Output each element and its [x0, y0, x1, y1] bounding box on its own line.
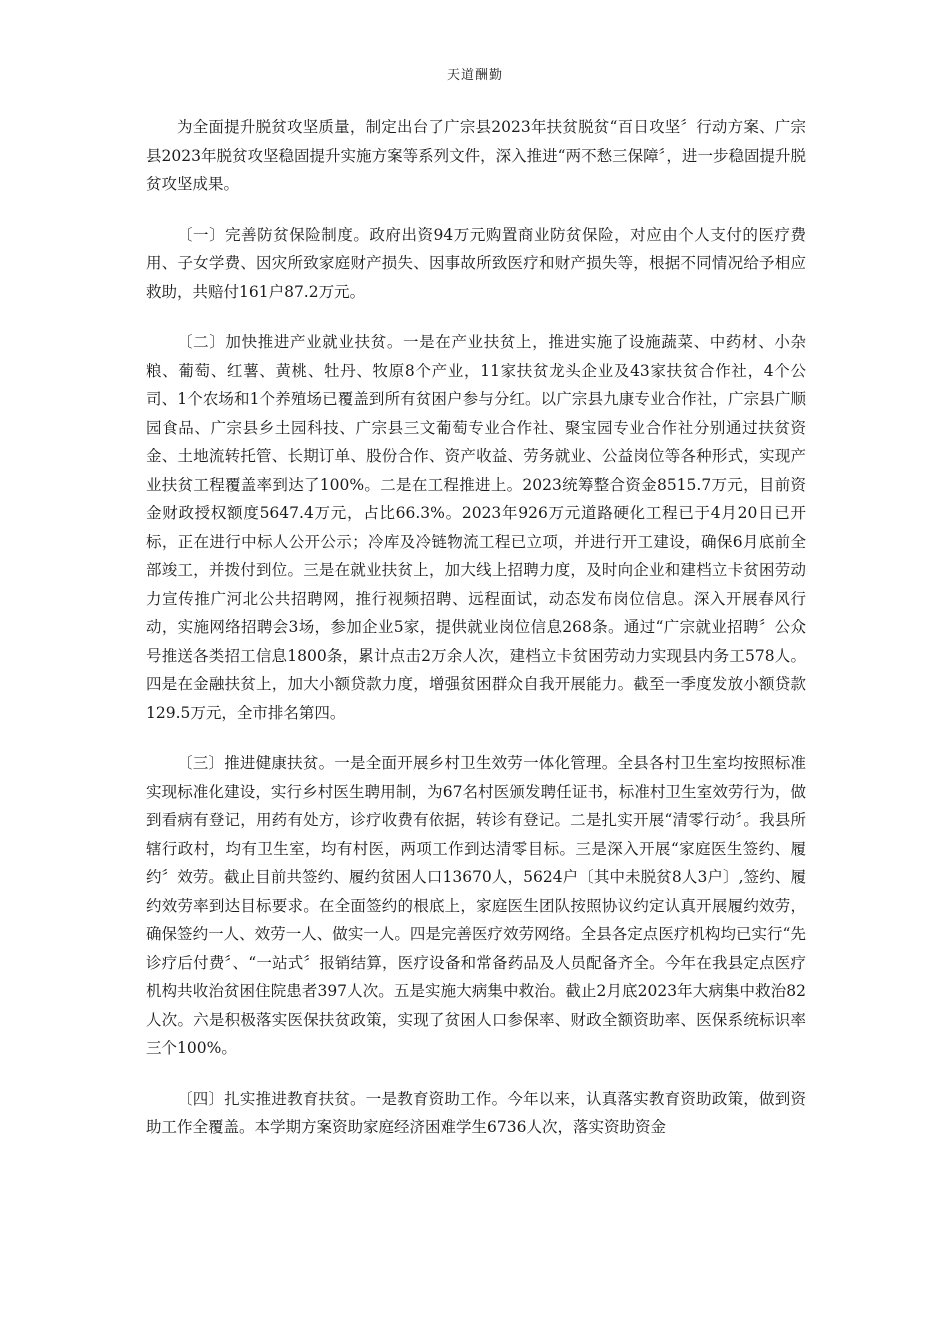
paragraph-section-2: 〔二〕加快推进产业就业扶贫。一是在产业扶贫上，推进实施了设施蔬菜、中药材、小杂粮、葡萄、红薯、黄桃、牡丹、牧原8个产业，11家扶贫龙头企业及43家扶贫合作社，4个公司、1个农场和1个养殖场已覆盖到所有贫困户参与分红。以广宗县九康专业合作社，广宗县广顺园食品、广宗县乡土园科技、广宗县三文葡萄专业合作社、聚宝园专业合作社分别通过扶贫资金、土地流转托管、长期订单、股份合作、资产收益、劳务就业、公益岗位等各种形式，实现产业扶贫工程覆盖率到达了100%。二是在工程推进上。2023统筹整合资金8515.7万元，目前资金财政授权额度5647.4万元，占比66.3%。2023年926万元道路硬化工程已于4月20日已开标，正在进行中标人公开公示；冷库及冷链物流工程已立项，并进行开工建设，确保6月底前全部竣工，并拨付到位。三是在就业扶贫上，加大线上招聘力度，及时向企业和建档立卡贫困劳动力宣传推广河北公共招聘网，推行视频招聘、远程面试，动态发布岗位信息。深入开展春风行动，实施网络招聘会3场，参加企业5家，提供就业岗位信息268条。通过“广宗就业招聘〞公众号推送各类招工信息1800条，累计点击2万余人次，建档立卡贫困劳动力实现县内务工578人。四是在金融扶贫上，加大小额贷款力度，增强贫困群众自我开展能力。截至一季度发放小额贷款129.5万元，全市排名第四。: [146, 333, 806, 722]
paragraph-section-1: 〔一〕完善防贫保险制度。政府出资94万元购置商业防贫保险，对应由个人支付的医疗费用、子女学费、因灾所致家庭财产损失、因事故所致医疗和财产损失等，根据不同情况给予相应救助，共赔付161户87.2万元。: [146, 225, 806, 301]
page-header: 天道酬勤: [446, 68, 503, 83]
document-body: [146, 113, 806, 1164]
paragraph-intro: 为全面提升脱贫攻坚质量，制定出台了广宗县2023年扶贫脱贫“百日攻坚〞行动方案、广宗县2023年脱贫攻坚稳固提升实施方案等系列文件，深入推进“两不愁三保障〞，进一步稳固提升脱贫攻坚成果。: [146, 118, 806, 193]
paragraph-section-4: 〔四〕扎实推进教育扶贫。一是教育资助工作。今年以来，认真落实教育资助政策，做到资助工作全覆盖。本学期方案资助家庭经济困难学生6736人次，落实资助资金: [146, 1089, 806, 1136]
paragraph-section-3: 〔三〕推进健康扶贫。一是全面开展乡村卫生效劳一体化管理。全县各村卫生室均按照标准实现标准化建设，实行乡村医生聘用制，为67名村医颁发聘任证书，标准村卫生室效劳行为，做到看病有登记，用药有处方，诊疗收费有依据，转诊有登记。二是扎实开展“清零行动〞。我县所辖行政村，均有卫生室，均有村医，两项工作到达清零目标。三是深入开展“家庭医生签约、履约〞效劳。截止目前共签约、履约贫困人口13670人，5624户〔其中未脱贫8人3户〕,签约、履约效劳率到达目标要求。在全面签约的根底上，家庭医生团队按照协议约定认真开展履约效劳，确保签约一人、效劳一人、做实一人。四是完善医疗效劳网络。全县各定点医疗机构均已实行“先诊疗后付费〞、“一站式〞报销结算，医疗设备和常备药品及人员配备齐全。今年在我县定点医疗机构共收治贫困住院患者397人次。五是实施大病集中救治。截止2月底2023年大病集中救治82人次。六是积极落实医保扶贫政策，实现了贫困人口参保率、财政全额资助率、医保系统标识率三个100%。: [146, 754, 806, 1057]
